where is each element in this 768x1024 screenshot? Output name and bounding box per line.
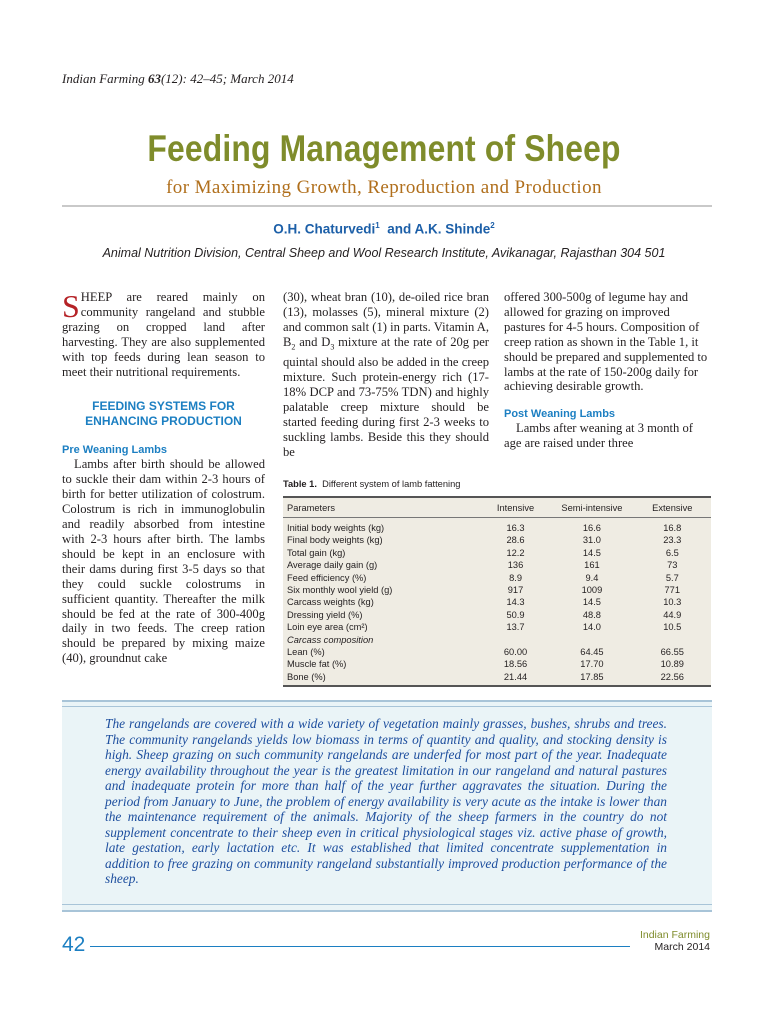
box-inner-rule-top: [62, 706, 712, 707]
hay-paragraph: offered 300-500g of legume hay and allowed for grazing on improved pastures for 4-5 hours. Composition of creep ration as shown in the Table 1, it should be prepared and supplemented to lambs at the rate of 150-200g daily for achieving desirable growth.: [504, 290, 708, 394]
table-row-label: Initial body weights (kg): [283, 518, 481, 535]
citation-volume: 63: [147, 71, 161, 86]
table-cell: 18.56: [481, 658, 551, 670]
table-row-label: Loin eye area (cm²): [283, 621, 481, 633]
table-caption-label: Table 1.: [283, 479, 317, 489]
table-cell: 28.6: [481, 534, 551, 546]
author-1-affil: 1: [375, 221, 380, 230]
citation-issue: (12): 42–45; March 2014: [160, 71, 294, 86]
table-cell: 1009: [550, 584, 633, 596]
table-cell: 13.7: [481, 621, 551, 633]
table-cell: 17.70: [550, 658, 633, 670]
creep-paragraph: [283, 290, 489, 459]
table-header: Semi-intensive: [550, 497, 633, 518]
vitamin-b-subscript: 2: [291, 342, 296, 352]
authors-and: and: [387, 221, 412, 237]
table-header: Parameters: [283, 497, 481, 518]
author-1: O.H. Chaturvedi: [273, 221, 376, 237]
table-row: [283, 596, 711, 608]
table-cell: 16.3: [481, 518, 551, 535]
column-2: [283, 290, 489, 459]
table-row: [283, 584, 711, 596]
post-weaning-paragraph: Lambs after weaning at 3 month of age are raised under three: [504, 421, 693, 451]
footer-rule: [90, 946, 630, 947]
author-2: A.K. Shinde: [414, 221, 491, 237]
table-cell: 136: [481, 559, 551, 571]
table-cell: [550, 634, 633, 646]
vitamin-d-subscript: 3: [330, 342, 335, 352]
table-cell: 14.3: [481, 596, 551, 608]
table-row: [283, 572, 711, 584]
table-cell: 31.0: [550, 534, 633, 546]
table-cell: 8.9: [481, 572, 551, 584]
subheading-pre-weaning: Pre Weaning Lambs: [62, 444, 167, 457]
table-cell: 44.9: [634, 609, 711, 621]
section-heading: FEEDING SYSTEMS FOR ENHANCING PRODUCTION: [85, 399, 242, 428]
table-cell: 60.00: [481, 646, 551, 658]
table-row: [283, 658, 711, 670]
table-caption-text: Different system of lamb fattening: [322, 479, 461, 489]
table-row: [283, 646, 711, 658]
highlight-box-text: The rangelands are covered with a wide variety of vegetation mainly grasses, bushes, shrubs and trees. The community rangelands yields low biomass in terms of quantity and quality, and stocking density is high. Sheep grazing on such community rangelands are underfed for most part of the year. Inadequate energy availability throughout the year is the greatest limitation in our rangeland and natural pastures and inadequate protein for more than half of the year further aggravates the situation. During the period from January to June, the problem of energy availability is very acute as the intake is lower than the maintenance requirement of the animals. Majority of the sheep farmers in the country do not supplement concentrate to their sheep even in critical physiological stages viz. active phase of growth, late gestation, early lactation etc. It was established that limited concentrate supplementation in addition to free grazing on community rangeland substantially improved production performance of the sheep.: [105, 716, 667, 886]
table-row-label: Carcass weights (kg): [283, 596, 481, 608]
table-row-label: Total gain (kg): [283, 547, 481, 559]
table-cell: 16.6: [550, 518, 633, 535]
table-cell: 17.85: [550, 671, 633, 686]
table-cell: 21.44: [481, 671, 551, 686]
table-cell: 9.4: [550, 572, 633, 584]
citation-journal: Indian Farming: [62, 71, 145, 86]
intro-text: HEEP are reared mainly on community rangeland and stubble grazing on cropped land after harvesting. They are also supplemented with top feeds during lean season to meet their nutritional requirements.: [62, 290, 265, 379]
creep-text-3: mixture at the rate of 20g per quintal should also be added in the creep mixture. Such protein-energy rich (17-18% DCP and 73-75% TDN) and highly palatable creep mixture should be started feeding during first 2-3 weeks to suckling lambs. Beside this they should be: [283, 334, 489, 459]
table-row-label: Final body weights (kg): [283, 534, 481, 546]
table-row-label: Dressing yield (%): [283, 609, 481, 621]
table-cell: 12.2: [481, 547, 551, 559]
table-cell: 16.8: [634, 518, 711, 535]
article-subtitle: for Maximizing Growth, Reproduction and Production: [166, 177, 602, 198]
article-title: Feeding Management of Sheep: [147, 128, 621, 169]
box-inner-rule-bottom: [62, 904, 712, 905]
affiliation: Animal Nutrition Division, Central Sheep and Wool Research Institute, Avikanagar, Rajasthan 304 501: [102, 246, 666, 260]
table-cell: 771: [634, 584, 711, 596]
subheading-post-weaning: Post Weaning Lambs: [504, 408, 616, 421]
table-row: [283, 621, 711, 633]
creep-text-1: (30), wheat bran (10), de-oiled rice bran (13), molasses (5), mineral mixture (2) and common salt (1) in parts. Vitamin A, B: [283, 290, 489, 349]
table-cell: 6.5: [634, 547, 711, 559]
table-row-label: Six monthly wool yield (g): [283, 584, 481, 596]
table-row: [283, 559, 711, 571]
intro-paragraph: [62, 290, 265, 379]
table-header: Intensive: [481, 497, 551, 518]
table-cell: 22.56: [634, 671, 711, 686]
footer-journal-name: Indian Farming: [639, 929, 710, 941]
title-rule: [62, 205, 712, 207]
table-header: Extensive: [634, 497, 711, 518]
table-row: [283, 534, 711, 546]
table-row: [283, 609, 711, 621]
table-header-row: [283, 497, 711, 518]
table-cell: 14.5: [550, 547, 633, 559]
column-3: [504, 290, 710, 451]
table-cell: 48.8: [550, 609, 633, 621]
table-cell: 23.3: [634, 534, 711, 546]
author-2-affil: 2: [490, 221, 495, 230]
table-caption: [283, 479, 460, 489]
dropcap: S: [62, 288, 80, 324]
table-row-label: Feed efficiency (%): [283, 572, 481, 584]
footer-date: March 2014: [654, 941, 710, 953]
table-cell: 64.45: [550, 646, 633, 658]
table-cell: 50.9: [481, 609, 551, 621]
column-1: [62, 290, 265, 666]
table-cell: 66.55: [634, 646, 711, 658]
lamb-fattening-table: [283, 496, 711, 687]
table-cell: [481, 634, 551, 646]
table-row-label: Muscle fat (%): [283, 658, 481, 670]
table-cell: [634, 634, 711, 646]
table-cell: 10.5: [634, 621, 711, 633]
table-row-label: Average daily gain (g): [283, 559, 481, 571]
table-cell: 10.3: [634, 596, 711, 608]
table-cell: 14.0: [550, 621, 633, 633]
table-row-label: Bone (%): [283, 671, 481, 686]
table-row: [283, 671, 711, 686]
table-cell: 14.5: [550, 596, 633, 608]
table-cell: 917: [481, 584, 551, 596]
table-row: [283, 547, 711, 559]
table-cell: 5.7: [634, 572, 711, 584]
authors: [0, 221, 768, 237]
table-row-label: Carcass composition: [283, 634, 481, 646]
citation: [62, 71, 294, 87]
table-row-label: Lean (%): [283, 646, 481, 658]
table-cell: 10.89: [634, 658, 711, 670]
creep-text-2: and D: [295, 334, 331, 349]
pre-weaning-paragraph: Lambs after birth should be allowed to suckle their dam within 2-3 hours of birth for better utilization of colostrum. Colostrum is rich in immunoglobulin and readily absorbed from intestine with 2-3 hours after birth. The lambs should be kept in an enclosure with their dams during first 3-5 days so that they could suckle colostrums in sufficient quantity. Thereafter the milk should be fed at the rate of 300-400g daily in two feeds. The creep ration should be prepared by mixing maize (40), groundnut cake: [62, 457, 265, 666]
table-row: [283, 634, 711, 646]
table-cell: 161: [550, 559, 633, 571]
table-cell: 73: [634, 559, 711, 571]
footer-journal: [640, 929, 710, 953]
table-row: [283, 518, 711, 535]
page-number: 42: [62, 933, 86, 956]
